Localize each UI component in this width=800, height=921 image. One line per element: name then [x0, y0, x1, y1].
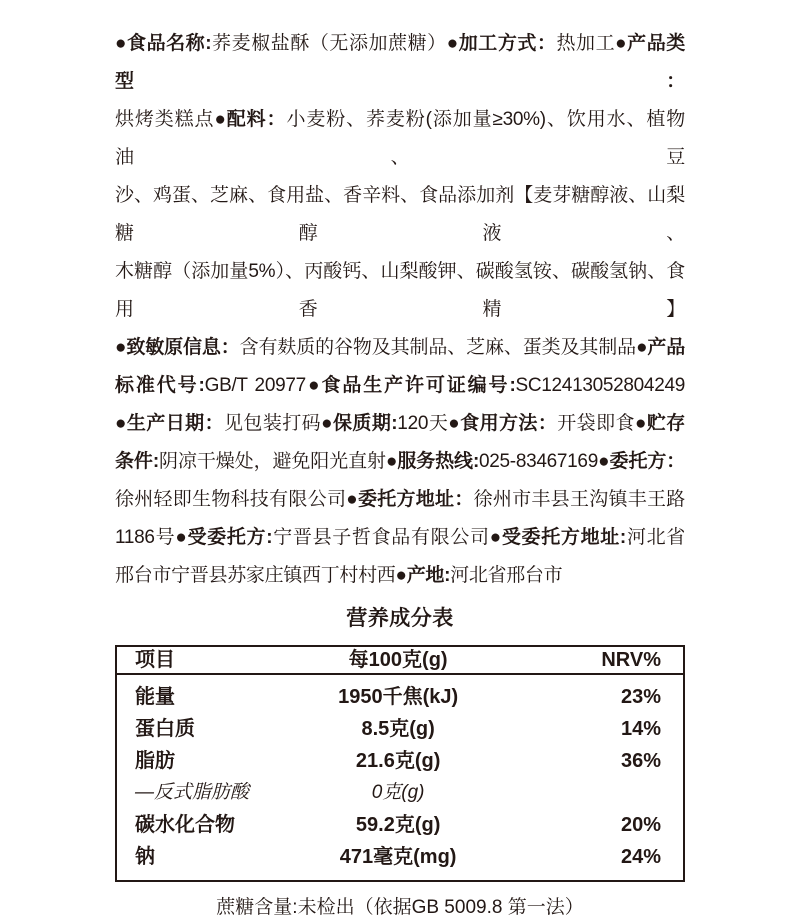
nutrition-cell-per100g: 59.2克(g) [355, 814, 441, 836]
nutrition-cell-nrv: 36% [620, 750, 661, 772]
nutrition-row [116, 841, 684, 881]
nutrition-cell-item: 蛋白质 [135, 718, 195, 740]
info-field-label: ●产地: [395, 565, 451, 586]
col-header-per100g: 每100克(g) [308, 646, 488, 674]
info-field-value: 阴凉干燥处，避免阳光直射 [158, 451, 386, 472]
info-line [115, 329, 685, 367]
info-line [115, 253, 685, 329]
info-field-value: 沙、鸡蛋、芝麻、食用盐、香辛料、食品添加剂【麦芽糖醇液、山梨糖醇液、 [115, 185, 685, 244]
nutrition-cell-item: 钠 [135, 846, 155, 868]
col-header-nrv: NRV% [488, 646, 684, 674]
info-field-label: ●产品 [636, 337, 685, 358]
info-field-value: GB/T 20977 [204, 375, 306, 396]
product-info [115, 25, 685, 595]
info-field-value: 河北省 [625, 527, 686, 548]
info-field-label: ●加工方式： [446, 33, 557, 54]
info-field-label: ●贮存 [634, 413, 685, 434]
nutrition-cell-nrv [488, 777, 684, 809]
nutrition-cell-nrv: 23% [620, 686, 661, 708]
nutrition-row [116, 713, 684, 745]
info-field-value: 1186号 [115, 527, 176, 548]
info-field-label: ●委托方： [597, 451, 685, 472]
nutrition-cell-per100g: 8.5克(g) [361, 718, 435, 740]
nutrition-cell-nrv: 20% [620, 814, 661, 836]
info-field-label: ●配料： [214, 109, 287, 130]
info-field-label: ●食品名称: [115, 33, 212, 54]
nutrition-cell-per100g: 471毫克(mg) [339, 846, 457, 868]
sucrose-note: 蔗糖含量:未检出（依据GB 5009.8 第一法） [216, 897, 584, 918]
info-line [115, 481, 685, 519]
nutrition-row [116, 809, 684, 841]
info-field-value: 025-83467169 [479, 451, 598, 472]
info-field-label: ●受委托方地址: [489, 527, 626, 548]
nutrition-cell-item: 碳水化合物 [135, 814, 235, 836]
info-field-value: 木糖醇（添加量5%）、丙酸钙、山梨酸钾、碳酸氢铵、碳酸氢钠、食用香精】 [115, 261, 685, 320]
info-field-value: SC12413052804249 [515, 375, 685, 396]
info-line [115, 443, 685, 481]
nutrition-cell-per100g: 21.6克(g) [355, 750, 441, 772]
info-field-value: 小麦粉、荞麦粉(添加量≥30%)、饮用水、植物油、豆 [115, 109, 685, 168]
info-line [115, 101, 685, 177]
info-field-label: 标准代号: [115, 375, 205, 396]
info-field-label: ●致敏原信息： [115, 337, 240, 358]
nutrition-table [115, 645, 685, 882]
info-line [115, 177, 685, 253]
info-field-label: ●食品生产许可证编号: [305, 375, 516, 396]
nutrition-header-row [116, 646, 684, 674]
info-field-value: 见包装打码 [224, 413, 322, 434]
info-field-label: ●产品类型： [115, 33, 685, 92]
nutrition-row [116, 674, 684, 713]
info-field-value: 宁晋县子哲食品有限公司 [272, 527, 490, 548]
nutrition-row [116, 745, 684, 777]
info-field-label: ●受委托方: [175, 527, 273, 548]
info-field-value: 120天 [397, 413, 449, 434]
nutrition-cell-nrv: 24% [620, 846, 661, 868]
info-field-value: 徐州市丰县王沟镇丰王路 [473, 489, 685, 510]
info-field-label: ●委托方地址： [346, 489, 474, 510]
info-field-value: 开袋即食 [557, 413, 635, 434]
nutrition-row [116, 777, 684, 809]
info-field-value: 邢台市宁晋县苏家庄镇西丁村村西 [115, 565, 396, 586]
info-line [115, 519, 685, 557]
info-field-value: 荞麦椒盐酥（无添加蔗糖） [211, 33, 447, 54]
info-field-label: 条件: [115, 451, 159, 472]
info-line [115, 367, 685, 405]
col-header-item: 项目 [116, 646, 308, 674]
info-line [115, 405, 685, 443]
info-field-value: 烘烤类糕点 [115, 109, 215, 130]
nutrition-cell-item: 脂肪 [135, 750, 175, 772]
nutrition-cell-per100g: 1950千焦(kJ) [338, 686, 459, 708]
info-line [115, 25, 685, 101]
info-field-label: ●服务热线: [385, 451, 479, 472]
info-field-value: 热加工 [556, 33, 616, 54]
info-field-value: 含有麸质的谷物及其制品、芝麻、蛋类及其制品 [239, 337, 637, 358]
nutrition-cell-item: —反式脂肪酸 [135, 782, 250, 803]
info-line [115, 557, 685, 595]
nutrition-cell-per100g: 0克(g) [371, 782, 425, 803]
info-field-label: ●保质期: [321, 413, 398, 434]
info-field-value: 河北省邢台市 [450, 565, 563, 586]
info-field-label: ●生产日期： [115, 413, 224, 434]
info-field-value: 徐州轻即生物科技有限公司 [115, 489, 347, 510]
nutrition-table-title: 营养成分表 [346, 607, 454, 630]
nutrition-cell-nrv: 14% [620, 718, 661, 740]
nutrition-cell-item: 能量 [135, 686, 175, 708]
info-field-label: ●食用方法： [448, 413, 558, 434]
